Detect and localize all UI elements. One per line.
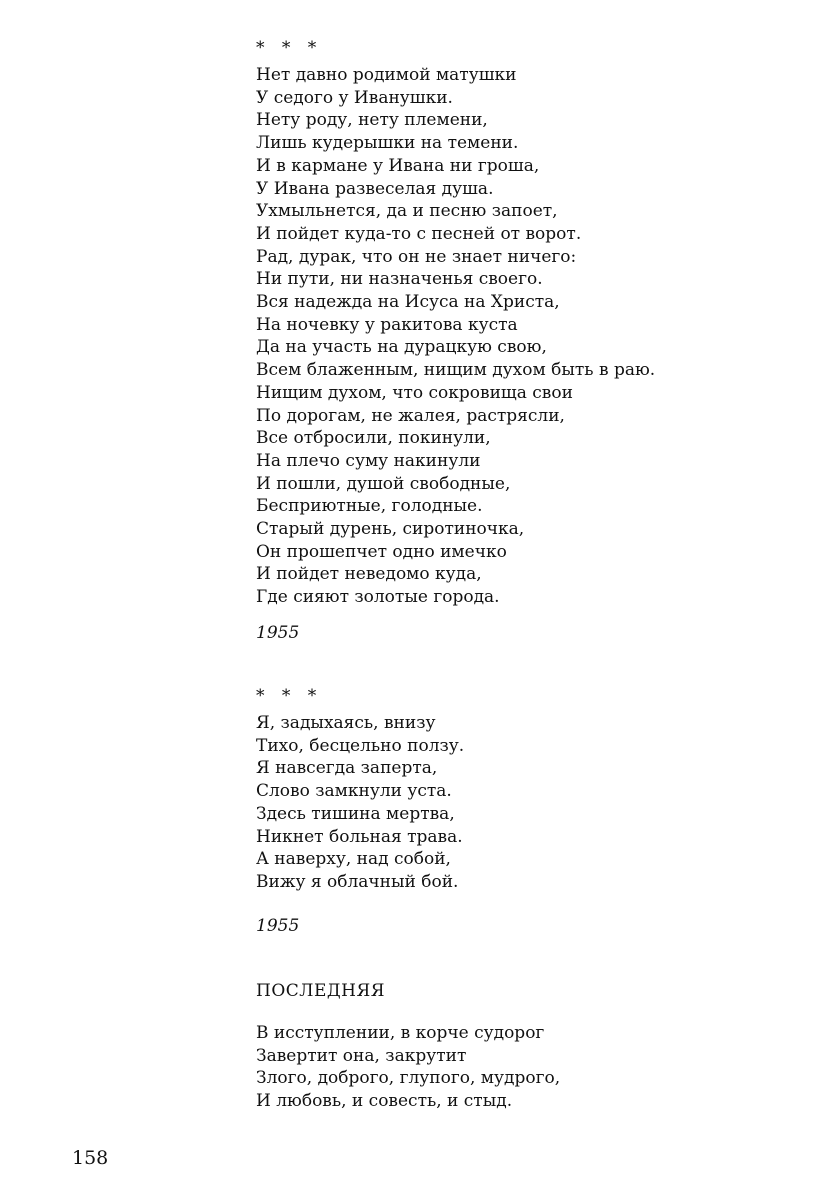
poem-line: И пошли, душой свободные, — [256, 473, 511, 494]
poem-line: И пойдет неведомо куда, — [256, 564, 482, 585]
poem-line: Нищим духом, что сокровища свои — [256, 382, 573, 403]
page-number: 158 — [72, 1147, 109, 1169]
poem-3-title: ПОСЛЕДНЯЯ — [256, 981, 385, 1001]
poem-line: Злого, доброго, глупого, мудрого, — [256, 1068, 561, 1089]
poem-2 — [256, 686, 322, 706]
poem-line: По дорогам, не жалея, растрясли, — [256, 405, 565, 426]
poem-line: Никнет больная трава. — [256, 826, 463, 847]
poem-line: Я, задыхаясь, внизу — [256, 713, 436, 733]
poem-line: И в кармане у Ивана ни гроша, — [256, 155, 540, 176]
poem-1 — [256, 38, 322, 58]
poem-line: Где сияют золотые города. — [256, 587, 500, 608]
poem-line: И пойдет куда-то с песней от ворот. — [256, 223, 582, 244]
poem-2-separator: * * * — [256, 686, 323, 706]
poem-line: И любовь, и совесть, и стыд. — [256, 1091, 513, 1112]
poem-line: У Ивана развеселая душа. — [256, 178, 494, 199]
poem-line: Я навсегда заперта, — [256, 758, 438, 779]
poem-line: Ухмыльнется, да и песню запоет, — [256, 201, 558, 222]
poem-1-separator: * * * — [256, 38, 323, 58]
poem-line: Нет давно родимой матушки — [256, 65, 517, 85]
poem-line: Завертит она, закрутит — [256, 1045, 467, 1066]
poem-line: Он прошепчет одно имечко — [256, 541, 507, 562]
poem-line: Вся надежда на Исуса на Христа, — [256, 292, 560, 313]
poem-line: Здесь тишина мертва, — [256, 803, 455, 824]
poem-line: В исступлении, в корче судорог — [256, 1023, 545, 1043]
poem-line: Всем блаженным, нищим духом быть в раю. — [256, 360, 656, 381]
poem-2-year: 1955 — [256, 916, 300, 936]
poem-line: У седого у Иванушки. — [256, 87, 453, 108]
poem-line: На ночевку у ракитова куста — [256, 314, 518, 335]
poem-line: Тихо, бесцельно ползу. — [256, 735, 465, 756]
poem-line: Все отбросили, покинули, — [256, 428, 491, 449]
poem-line: Да на участь на дурацкую свою, — [256, 337, 547, 358]
poem-line: Вижу я облачный бой. — [256, 871, 459, 892]
poem-line: Нету роду, нету племени, — [256, 110, 488, 131]
poem-1-body — [256, 64, 655, 609]
poem-line: Старый дурень, сиротиночка, — [256, 519, 525, 540]
poem-line: Бесприютные, голодные. — [256, 496, 483, 517]
poem-3-body — [256, 1022, 560, 1113]
poem-2-body — [256, 712, 464, 894]
poem-line: Ни пути, ни назначенья своего. — [256, 269, 543, 290]
poem-line: Слово замкнули уста. — [256, 781, 452, 802]
poem-line: Рад, дурак, что он не знает ничего: — [256, 246, 577, 267]
poem-line: На плечо суму накинули — [256, 450, 481, 471]
poem-line: А наверху, над собой, — [256, 849, 451, 870]
poem-line: Лишь кудерышки на темени. — [256, 133, 519, 154]
poem-1-year: 1955 — [256, 623, 300, 643]
